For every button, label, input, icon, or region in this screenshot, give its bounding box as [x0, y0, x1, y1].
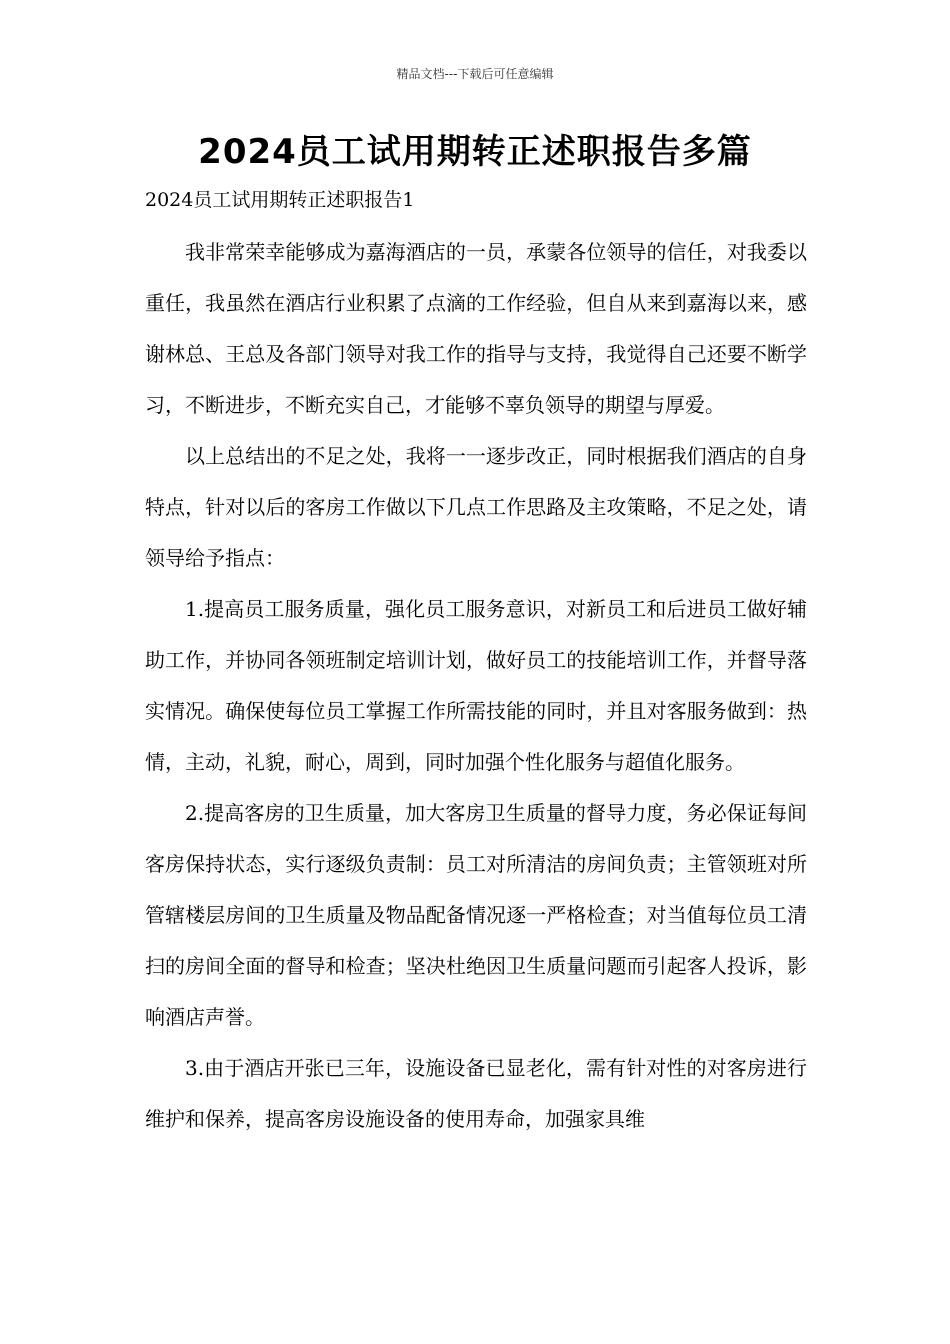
- paragraph: 3.由于酒店开张已三年，设施设备已显老化，需有针对性的对客房进行维护和保养，提高客房设施设备的使用寿命，加强家具维: [145, 1056, 807, 1131]
- body-text: [145, 227, 807, 1145]
- document-title: 2024员工试用期转正述职报告多篇: [198, 132, 752, 172]
- paragraph: 以上总结出的不足之处，我将一一逐步改正，同时根据我们酒店的自身特点，针对以后的客房工作做以下几点工作思路及主攻策略，不足之处，请领导给予指点：: [145, 444, 807, 570]
- paragraph: 1.提高员工服务质量，强化员工服务意识，对新员工和后进员工做好辅助工作，并协同各领班制定培训计划，做好员工的技能培训工作，并督导落实情况。确保使每位员工掌握工作所需技能的同时，并且对客服务做到：热情，主动，礼貌，耐心，周到，同时加强个性化服务与超值化服务。: [145, 597, 807, 774]
- paragraph: 2.提高客房的卫生质量，加大客房卫生质量的督导力度，务必保证每间客房保持状态，实行逐级负责制：员工对所清洁的房间负责；主管领班对所管辖楼层房间的卫生质量及物品配备情况逐一严格检查；对当值每位员工清扫的房间全面的督导和检查；坚决杜绝因卫生质量问题而引起客人投诉，影响酒店声誉。: [145, 801, 807, 1029]
- section-heading: 2024员工试用期转正述职报告1: [145, 189, 415, 211]
- paragraph: 我非常荣幸能够成为嘉海酒店的一员，承蒙各位领导的信任，对我委以重任，我虽然在酒店行业积累了点滴的工作经验，但自从来到嘉海以来，感谢林总、王总及各部门领导对我工作的指导与支持，我觉得自己还要不断学习，不断进步，不断充实自己，才能够不辜负领导的期望与厚爱。: [145, 240, 807, 417]
- header-note: 精品文档---下载后可任意编辑: [396, 67, 554, 81]
